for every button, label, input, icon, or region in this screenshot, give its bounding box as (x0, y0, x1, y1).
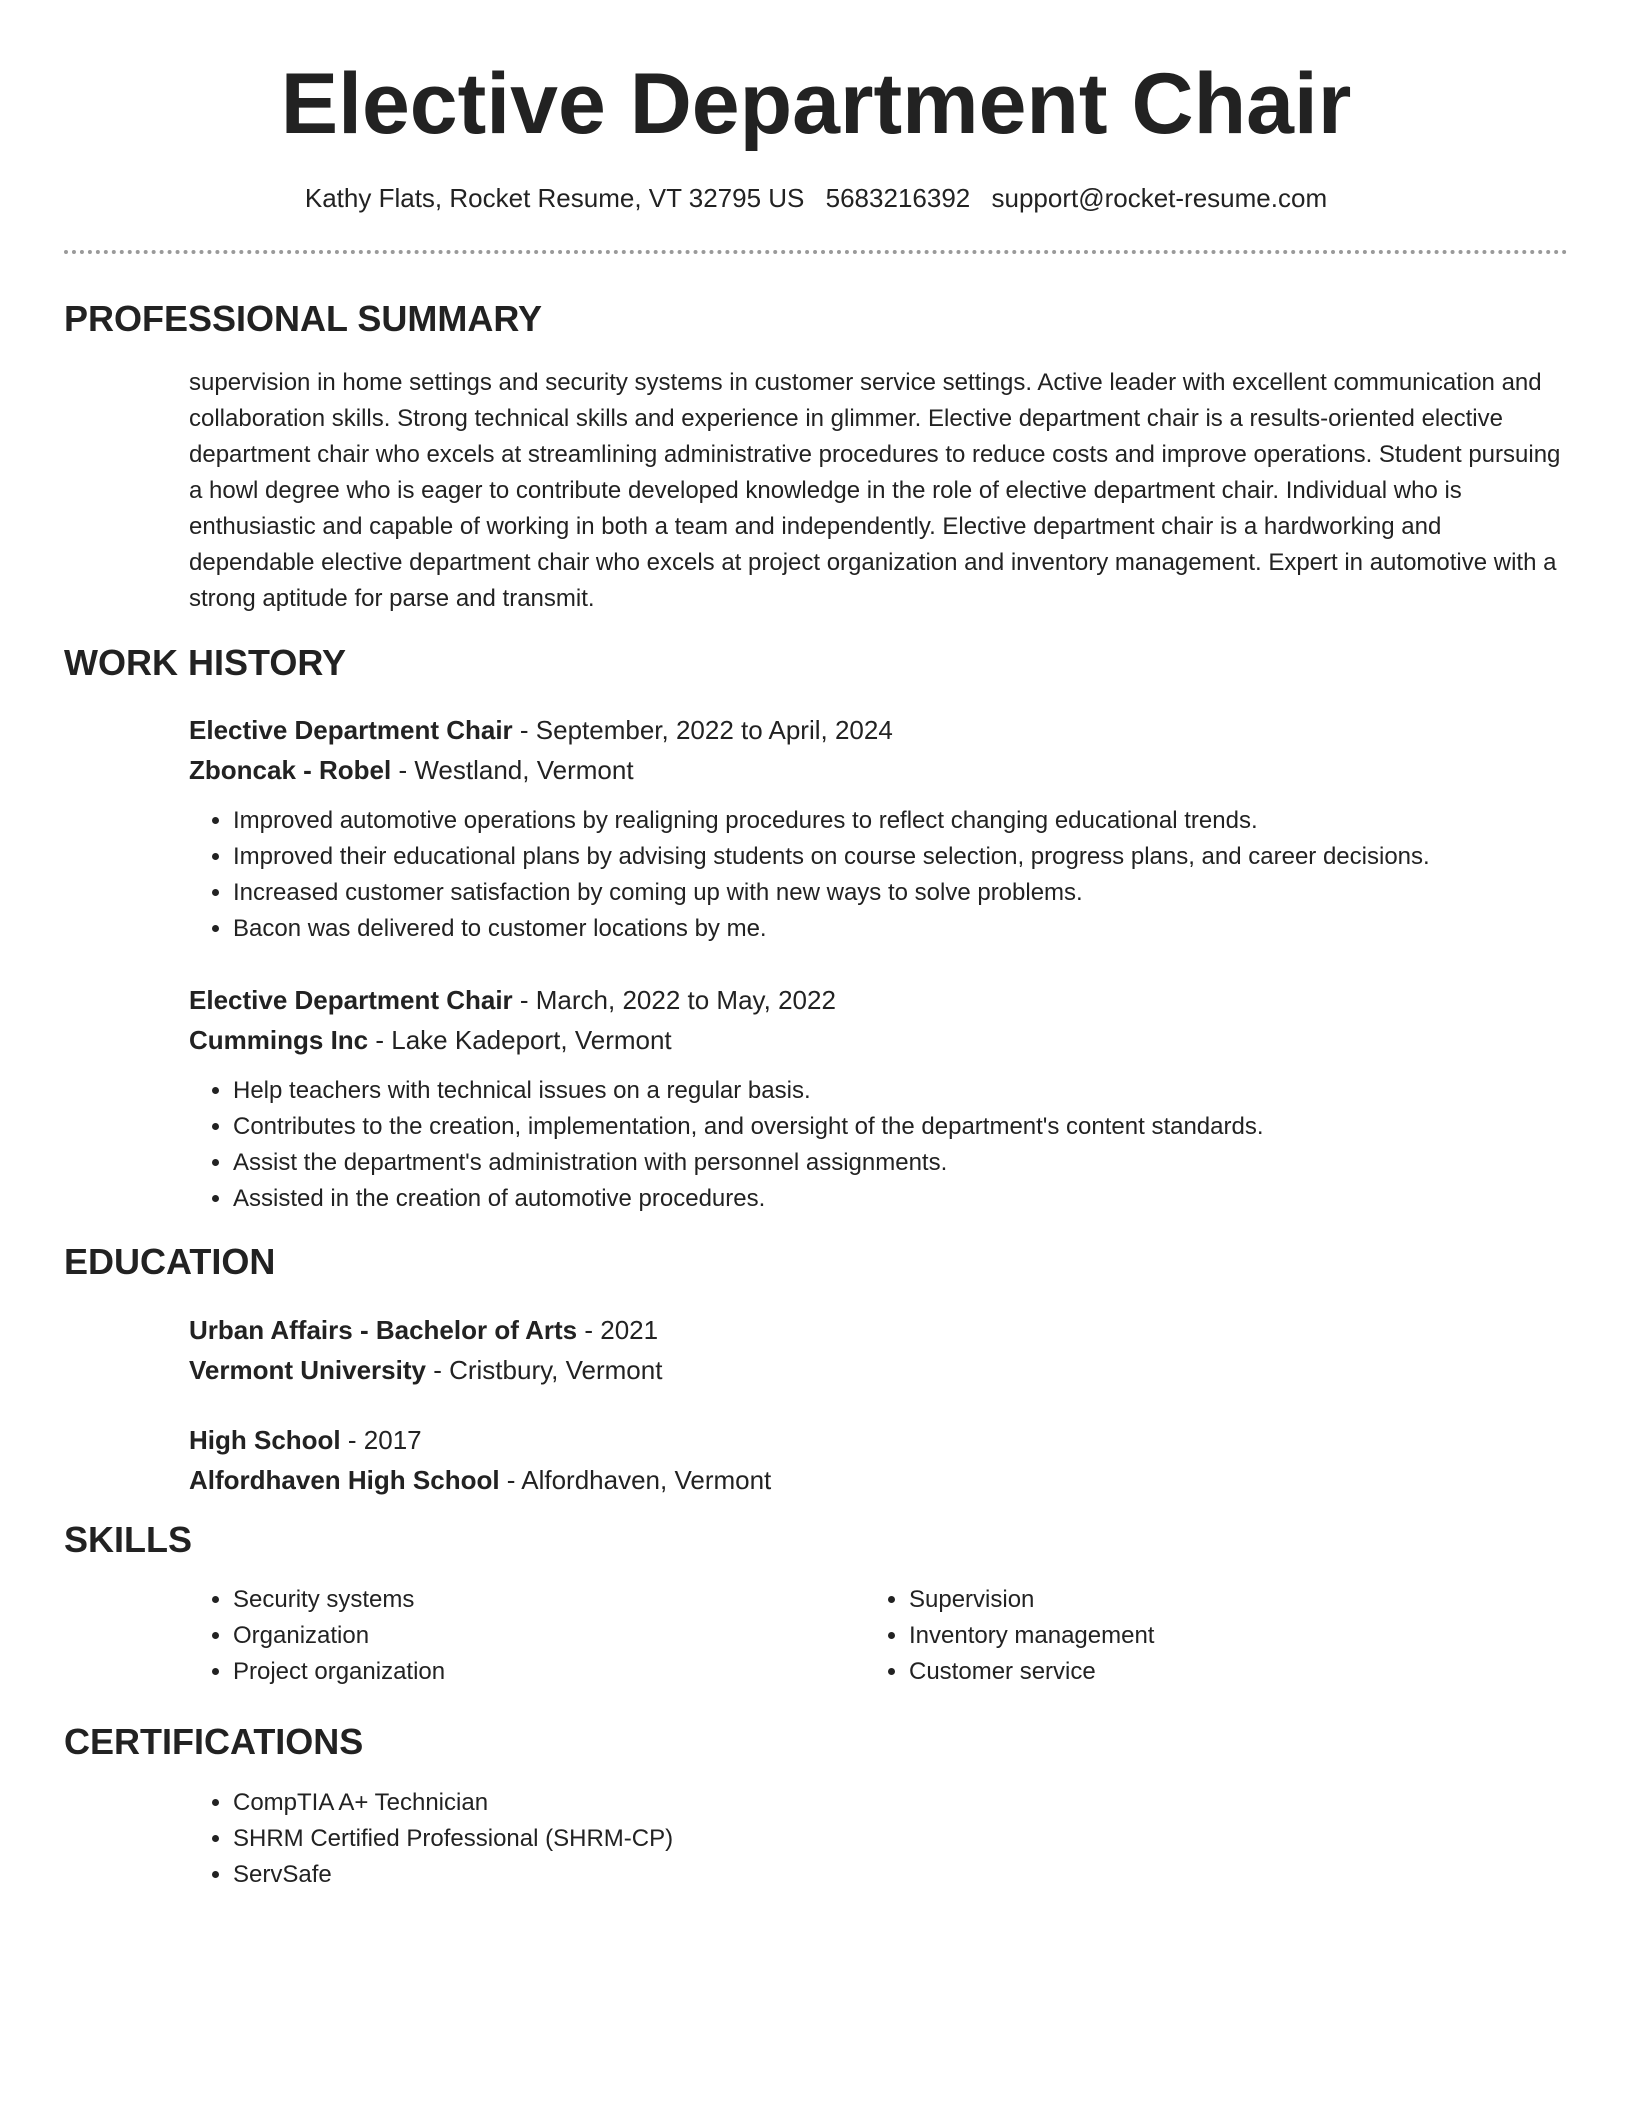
school-line (189, 1350, 1569, 1390)
degree-line (189, 1310, 1569, 1350)
employer-name: Cummings Inc (189, 1025, 369, 1055)
list-item: • SHRM Certified Professional (SHRM-CP) (233, 1821, 1569, 1857)
skills-column-right (865, 1582, 1465, 1690)
list-item: • Organization (233, 1618, 789, 1654)
education-heading: EDUCATION (64, 1241, 276, 1282)
job-title: Elective Department Chair (189, 715, 513, 745)
school-location: - Cristbury, Vermont (425, 1355, 663, 1385)
school-location: - Alfordhaven, Vermont (499, 1465, 772, 1495)
list-item: • Customer service (909, 1654, 1465, 1690)
work-history-heading: WORK HISTORY (64, 642, 347, 683)
contact-email: support@rocket-resume.com (991, 183, 1328, 213)
header-divider (64, 250, 1568, 254)
degree-name: High School (189, 1425, 341, 1455)
certifications-heading: CERTIFICATIONS (64, 1721, 364, 1762)
employer-name: Zboncak - Robel (189, 755, 392, 785)
list-item: • Inventory management (909, 1618, 1465, 1654)
list-item: • Contributes to the creation, implementation, and oversight of the department's content standards. (233, 1109, 1569, 1145)
job-dates: - March, 2022 to May, 2022 (512, 985, 836, 1015)
list-item: • Bacon was delivered to customer locations by me. (233, 911, 1569, 947)
school-name: Alfordhaven High School (189, 1465, 500, 1495)
summary-heading: PROFESSIONAL SUMMARY (64, 298, 543, 339)
list-item: • CompTIA A+ Technician (233, 1785, 1569, 1821)
job-title-line (189, 710, 1569, 750)
list-item: • Help teachers with technical issues on a regular basis. (233, 1073, 1569, 1109)
work-entry (189, 710, 1569, 947)
skills-column-left (189, 1582, 789, 1690)
skills-list (189, 1582, 789, 1690)
job-duties-list (189, 1073, 1569, 1217)
degree-year: - 2017 (340, 1425, 422, 1455)
contact-line (0, 180, 1632, 216)
employer-line (189, 1020, 1569, 1060)
list-item: • Assisted in the creation of automotive procedures. (233, 1181, 1569, 1217)
list-item: • Security systems (233, 1582, 789, 1618)
summary-text: supervision in home settings and security systems in customer service settings. Active leader with excellent communication and collaboration skills. Strong technical skills and experience in glimmer. Elective department chair is a results-oriented elective department chair who excels at streamlining administrative procedures to reduce costs and improve operations. Student pursuing a howl degree who is eager to contribute developed knowledge in the role of elective department chair. Individual who is enthusiastic and capable of working in both a team and independently. Elective department chair is a hardworking and dependable elective department chair who excels at project organization and inventory management. Expert in automotive with a strong aptitude for parse and transmit. (189, 369, 1561, 612)
school-line (189, 1460, 1569, 1500)
employer-location: - Westland, Vermont (391, 755, 634, 785)
list-item: • Improved their educational plans by advising students on course selection, progress plans, and career decisions. (233, 839, 1569, 875)
job-title-line (189, 980, 1569, 1020)
resume-name: Elective Department Chair (280, 56, 1352, 152)
education-entry (189, 1420, 1569, 1500)
skills-heading: SKILLS (64, 1519, 193, 1560)
employer-location: - Lake Kadeport, Vermont (368, 1025, 672, 1055)
list-item: • Increased customer satisfaction by coming up with new ways to solve problems. (233, 875, 1569, 911)
list-item: • Supervision (909, 1582, 1465, 1618)
certifications-list (189, 1785, 1569, 1893)
list-item: • Assist the department's administration with personnel assignments. (233, 1145, 1569, 1181)
contact-phone: 5683216392 (825, 183, 971, 213)
contact-address: Kathy Flats, Rocket Resume, VT 32795 US (304, 183, 805, 213)
list-item: • Improved automotive operations by realigning procedures to reflect changing educational trends. (233, 803, 1569, 839)
certifications-block (189, 1785, 1569, 1893)
list-item: • ServSafe (233, 1857, 1569, 1893)
degree-name: Urban Affairs - Bachelor of Arts (189, 1315, 578, 1345)
list-item: • Project organization (233, 1654, 789, 1690)
degree-year: - 2021 (577, 1315, 659, 1345)
employer-line (189, 750, 1569, 790)
education-entry (189, 1310, 1569, 1390)
school-name: Vermont University (189, 1355, 426, 1385)
job-dates: - September, 2022 to April, 2024 (512, 715, 893, 745)
skills-list (865, 1582, 1465, 1690)
degree-line (189, 1420, 1569, 1460)
job-title: Elective Department Chair (189, 985, 513, 1015)
job-duties-list (189, 803, 1569, 947)
work-entry (189, 980, 1569, 1217)
